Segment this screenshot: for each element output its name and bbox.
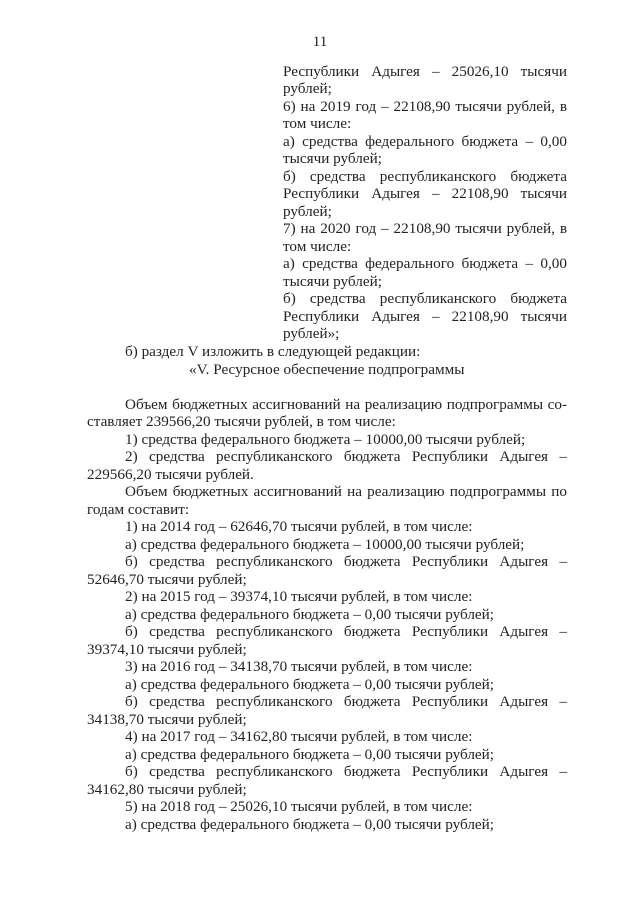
text-line: ставляет 239566,20 тысячи рублей, в том числе: <box>87 413 396 430</box>
text-line: тысячи рублей; <box>283 273 382 290</box>
text-line: 229566,20 тысячи рублей. <box>87 466 254 483</box>
text-line: б) средства республиканского бюджета <box>283 168 567 185</box>
text-line: 5) на 2018 год – 25026,10 тысячи рублей, в том числе: <box>125 798 473 815</box>
text-line: а) средства федерального бюджета – 10000,00 тысячи рублей; <box>125 536 525 553</box>
text-line: а) средства федерального бюджета – 0,00 <box>283 133 567 150</box>
text-line: а) средства федерального бюджета – 0,00 тысячи рублей; <box>125 816 494 833</box>
text-line: а) средства федерального бюджета – 0,00 тысячи рублей; <box>125 746 494 763</box>
text-line: а) средства федерального бюджета – 0,00 <box>283 255 567 272</box>
text-line: б) средства республиканского бюджета Республики Адыгея – <box>125 553 567 570</box>
text-line: 4) на 2017 год – 34162,80 тысячи рублей, в том числе: <box>125 728 473 745</box>
text-line: 1) средства федерального бюджета – 10000,00 тысячи рублей; <box>125 431 526 448</box>
text-line: Республики Адыгея – 25026,10 тысячи <box>283 63 567 80</box>
text-line: 52646,70 тысячи рублей; <box>87 571 247 588</box>
text-line: б) средства республиканского бюджета Республики Адыгея – <box>125 763 567 780</box>
text-line: 7) на 2020 год – 22108,90 тысячи рублей, в <box>283 220 567 237</box>
text-line: том числе: <box>283 238 352 255</box>
text-line: 3) на 2016 год – 34138,70 тысячи рублей, в том числе: <box>125 658 473 675</box>
text-line: б) средства республиканского бюджета Республики Адыгея – <box>125 623 567 640</box>
text-line: годам составит: <box>87 501 190 518</box>
text-line: 34162,80 тысячи рублей; <box>87 781 247 798</box>
text-line: 6) на 2019 год – 22108,90 тысячи рублей, в <box>283 98 567 115</box>
text-line: Республики Адыгея – 22108,90 тысячи <box>283 185 567 202</box>
page-number: 11 <box>312 34 328 50</box>
text-line: 1) на 2014 год – 62646,70 тысячи рублей, в том числе: <box>125 518 473 535</box>
text-line: 2) средства республиканского бюджета Республики Адыгея – <box>125 448 567 465</box>
text-line: 34138,70 тысячи рублей; <box>87 711 247 728</box>
text-line: 2) на 2015 год – 39374,10 тысячи рублей, в том числе: <box>125 588 473 605</box>
text-line: рублей»; <box>283 325 340 342</box>
section-instruction: б) раздел V изложить в следующей редакции: <box>125 343 421 360</box>
text-line: б) средства республиканского бюджета <box>283 290 567 307</box>
text-line: том числе: <box>283 115 352 132</box>
text-line: тысячи рублей; <box>283 150 382 167</box>
text-line: рублей; <box>283 203 332 220</box>
text-line: рублей; <box>283 80 332 97</box>
text-line: 39374,10 тысячи рублей; <box>87 641 247 658</box>
text-line: а) средства федерального бюджета – 0,00 тысячи рублей; <box>125 606 494 623</box>
text-line: Республики Адыгея – 22108,90 тысячи <box>283 308 567 325</box>
text-line: а) средства федерального бюджета – 0,00 тысячи рублей; <box>125 676 494 693</box>
text-line: б) средства республиканского бюджета Республики Адыгея – <box>125 693 567 710</box>
section-title: «V. Ресурсное обеспечение подпрограммы <box>189 361 465 378</box>
text-line: Объем бюджетных ассигнований на реализацию подпрограммы со- <box>125 396 567 413</box>
text-line: Объем бюджетных ассигнований на реализацию подпрограммы по <box>125 483 567 500</box>
